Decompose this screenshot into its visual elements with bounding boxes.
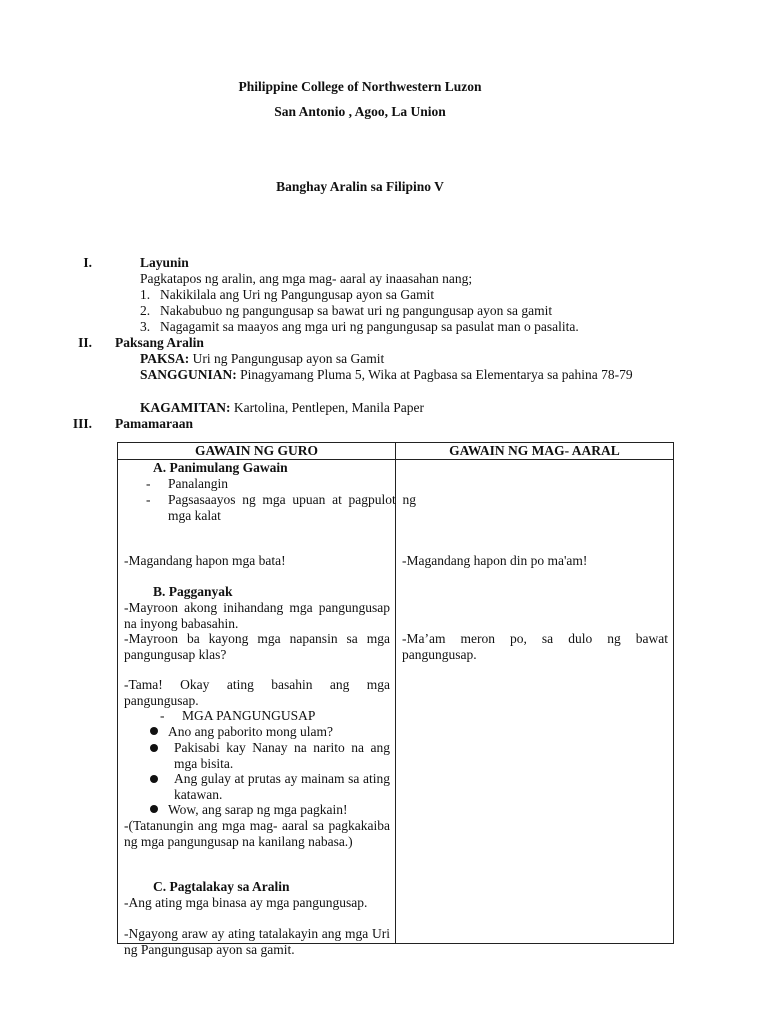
student-column-header: GAWAIN NG MAG- AARAL (396, 443, 674, 460)
list-item: Ang gulay at prutas ay mainam sa ating katawan. (150, 771, 390, 802)
procedure-table (117, 442, 674, 957)
bullet-icon (150, 727, 158, 735)
section-3-heading: Pamamaraan (115, 416, 193, 431)
objective-item: 2. Nakabubuo ng pangungusap sa bawat uri ng pangungusap ayon sa gamit (140, 303, 553, 318)
part-b-heading: B. Pagganyak (153, 584, 233, 599)
student-activities-cell (396, 460, 674, 944)
section-2-heading: Paksang Aralin (115, 335, 204, 350)
objective-item: 3. Nagagamit sa maayos ang mga uri ng pangungusap sa pasulat man o pasalita. (140, 319, 579, 334)
sanggunian-line (140, 367, 674, 383)
sanggunian-label: SANGGUNIAN: (140, 367, 237, 382)
section-1-heading: Layunin (140, 255, 189, 270)
college-address: San Antonio , Agoo, La Union (274, 104, 446, 119)
pagganyak-line-2: -Mayroon ba kayong mga napansin sa mga pangungusap klas? (124, 631, 390, 662)
table-header-row (118, 443, 674, 460)
list-item: - Panalangin (146, 476, 228, 491)
bullet-icon (150, 744, 158, 752)
section-2-numeral: II. (78, 335, 92, 350)
teacher-column-header: GAWAIN NG GURO (118, 443, 396, 460)
pagtalakay-line-1: -Ang ating mga binasa ay mga pangungusap. (124, 895, 368, 910)
teacher-note: -(Tatanungin ang mga mag- aaral sa pagkakaiba ng mga pangungusap na kanilang nabasa.) (124, 818, 390, 849)
paksa-value: Uri ng Pangungusap ayon sa Gamit (189, 351, 385, 366)
paksa-line (140, 351, 384, 367)
bullet-icon (150, 805, 158, 813)
kagamitan-label: KAGAMITAN: (140, 400, 231, 415)
kagamitan-line (140, 400, 424, 416)
teacher-activities-cell (118, 460, 416, 957)
pagganyak-line-1: -Mayroon akong inihandang mga pangungusap na inyong babasahin. (124, 600, 390, 631)
section-1-numeral: I. (83, 255, 92, 270)
table-row (118, 460, 674, 944)
list-item: Pakisabi kay Nanay na narito na ang mga bisita. (150, 740, 390, 771)
part-c-heading: C. Pagtalakay sa Aralin (153, 879, 290, 894)
objectives-intro: Pagkatapos ng aralin, ang mga mag- aaral ay inaasahan nang; (140, 271, 473, 286)
list-item: Wow, ang sarap ng mga pagkain! (150, 802, 347, 818)
pagganyak-line-3: -Tama! Okay ating basahin ang mga pangungusap. (124, 677, 390, 708)
list-item: Ano ang paborito mong ulam? (150, 724, 333, 740)
pagtalakay-line-2: -Ngayong araw ay ating tatalakayin ang mga Uri ng Pangungusap ayon sa gamit. (124, 926, 390, 957)
kagamitan-value: Kartolina, Pentlepen, Manila Paper (230, 400, 424, 415)
student-reply-1: -Magandang hapon din po ma'am! (402, 553, 588, 568)
list-item: - Pagsasaayos ng mga upuan at pagpulot ng mga kalat (146, 492, 416, 523)
student-reply-2: -Ma’am meron po, sa dulo ng bawat pangungusap. (402, 631, 668, 662)
lesson-plan-title: Banghay Aralin sa Filipino V (276, 179, 444, 194)
teacher-greeting: -Magandang hapon mga bata! (124, 553, 286, 568)
sentences-label: - MGA PANGUNGUSAP (160, 708, 316, 723)
bullet-icon (150, 775, 158, 783)
section-3-numeral: III. (72, 416, 92, 431)
sanggunian-value: Pinagyamang Pluma 5, Wika at Pagbasa sa Elementarya sa pahina 78-79 (236, 367, 633, 382)
paksa-label: PAKSA: (140, 351, 190, 366)
college-name: Philippine College of Northwestern Luzon (238, 79, 482, 94)
part-a-heading: A. Panimulang Gawain (153, 460, 288, 475)
objective-item: 1. Nakikilala ang Uri ng Pangungusap ayon sa Gamit (140, 287, 435, 302)
